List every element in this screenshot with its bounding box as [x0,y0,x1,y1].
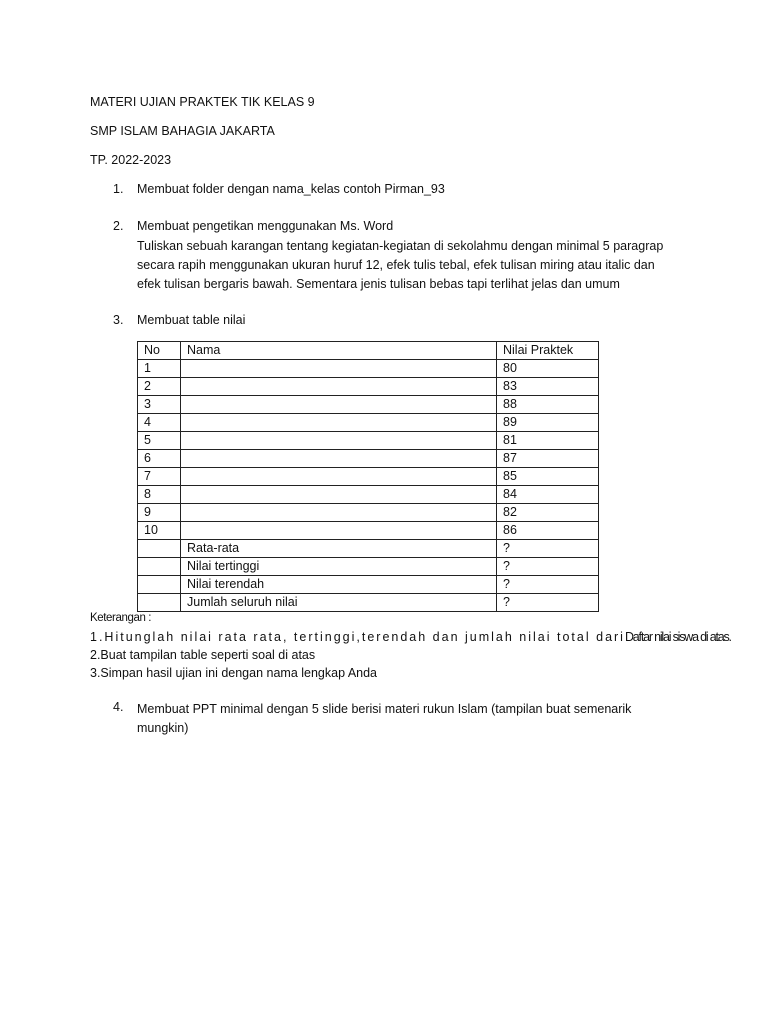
cell-nama [181,450,497,468]
item-4-text: Membuat PPT minimal dengan 5 slide berisi materi rukun Islam (tampilan buat semenarik mungkin) [137,702,632,735]
keterangan-line-1-part-b: Daftar nilai siswa di atas. [624,630,731,644]
item-2-number: 2. [113,219,124,233]
cell-no: 10 [138,522,181,540]
table-row [138,468,599,486]
cell-nilai: ? [497,558,599,576]
cell-no: 2 [138,378,181,396]
header-no: No [138,342,181,360]
item-1-text: Membuat folder dengan nama_kelas contoh Pirman_93 [137,182,445,196]
item-2-description: Tuliskan sebuah karangan tentang kegiatan-kegiatan di sekolahmu dengan minimal 5 paragrap secara rapih menggunakan ukuran huruf 12, efek tulis tebal, efek tulisan miring atau italic dan efek tulisan bergaris bawah. Sementara jenis tulisan bebas tapi terlihat jelas dan umum [137,239,664,291]
table-row [138,540,599,558]
cell-nama: Nilai terendah [181,576,497,594]
cell-nilai: 86 [497,522,599,540]
cell-no [138,576,181,594]
item-3-number: 3. [113,313,124,327]
cell-no: 9 [138,504,181,522]
cell-nama [181,396,497,414]
school-year: TP. 2022-2023 [90,153,172,167]
cell-nilai: 81 [497,432,599,450]
cell-nilai: 85 [497,468,599,486]
table-row [138,504,599,522]
keterangan-line-2: 2.Buat tampilan table seperti soal di atas [90,648,316,662]
item-3-title: Membuat table nilai [137,313,246,327]
keterangan-line-1 [90,630,731,644]
keterangan-line-3: 3.Simpan hasil ujian ini dengan nama lengkap Anda [90,666,378,680]
school-name: SMP ISLAM BAHAGIA JAKARTA [90,124,275,138]
cell-nilai: ? [497,576,599,594]
cell-nilai: 80 [497,360,599,378]
cell-nama [181,378,497,396]
cell-nilai: 89 [497,414,599,432]
cell-no: 7 [138,468,181,486]
table-header-row [138,342,599,360]
keterangan-label: Keterangan : [90,612,152,624]
cell-no: 3 [138,396,181,414]
cell-no: 1 [138,360,181,378]
cell-nama [181,414,497,432]
cell-nama: Nilai tertinggi [181,558,497,576]
table-row [138,486,599,504]
keterangan-line-1-part-a: 1.Hitunglah nilai rata rata, tertinggi,terendah dan jumlah nilai total dari [90,630,625,644]
cell-nama: Rata-rata [181,540,497,558]
cell-nama [181,522,497,540]
cell-nama [181,486,497,504]
table-row [138,522,599,540]
cell-nilai: 84 [497,486,599,504]
item-4-number: 4. [113,700,124,714]
cell-nilai: ? [497,594,599,612]
nilai-table [137,341,599,612]
cell-no [138,594,181,612]
cell-nama [181,360,497,378]
cell-nilai: 88 [497,396,599,414]
table-row [138,558,599,576]
cell-nilai: ? [497,540,599,558]
table-row [138,432,599,450]
cell-nama [181,504,497,522]
cell-nama [181,468,497,486]
table-row [138,378,599,396]
table-row [138,360,599,378]
cell-nama: Jumlah seluruh nilai [181,594,497,612]
cell-nilai: 87 [497,450,599,468]
cell-no: 8 [138,486,181,504]
cell-nilai: 83 [497,378,599,396]
cell-no [138,540,181,558]
cell-no: 6 [138,450,181,468]
item-1-number: 1. [113,182,124,196]
cell-nilai: 82 [497,504,599,522]
cell-no: 4 [138,414,181,432]
header-nama: Nama [181,342,497,360]
cell-no: 5 [138,432,181,450]
table-row [138,576,599,594]
table-row [138,594,599,612]
cell-no [138,558,181,576]
cell-nama [181,432,497,450]
table-row [138,396,599,414]
table-row [138,414,599,432]
header-nilai: Nilai Praktek [497,342,599,360]
table-row [138,450,599,468]
item-2-title: Membuat pengetikan menggunakan Ms. Word [137,219,394,233]
document-title: MATERI UJIAN PRAKTEK TIK KELAS 9 [90,95,315,109]
